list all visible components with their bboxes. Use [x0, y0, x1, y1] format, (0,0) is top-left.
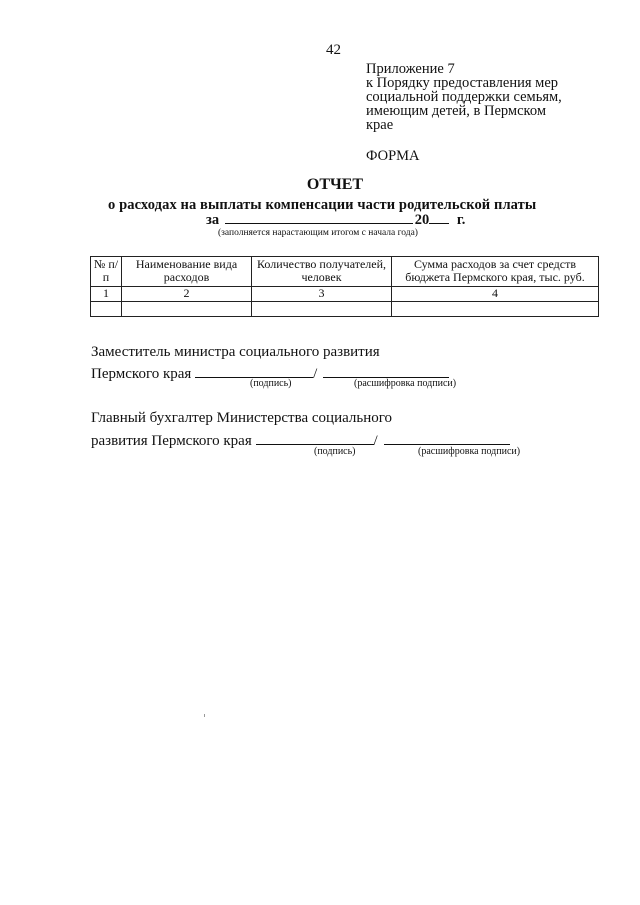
table-cell[interactable] [252, 302, 392, 317]
accountant-region-label: развития Пермского края [91, 433, 252, 449]
report-table [90, 256, 599, 317]
appendix-reference [366, 62, 562, 132]
signature-separator: / [373, 433, 378, 449]
header-expense-type: Наименование вида расходов [122, 257, 252, 287]
report-title: ОТЧЕТ [306, 176, 364, 193]
appendix-line: Приложение 7 [366, 61, 455, 77]
table-header-row [91, 257, 599, 287]
table-cell[interactable] [122, 302, 252, 317]
deputy-region-label: Пермского края [91, 366, 192, 382]
deputy-signature-field[interactable] [195, 364, 313, 378]
report-subtitle: о расходах на выплаты компенсации части родительской платы [108, 197, 537, 213]
table-cell: 4 [392, 287, 599, 302]
appendix-line: крае [366, 117, 394, 133]
appendix-line: имеющим детей, в Пермском [366, 103, 547, 119]
signature-separator: / [313, 366, 318, 382]
table-cell: 2 [122, 287, 252, 302]
table-numbering-row [91, 287, 599, 302]
appendix-line: социальной поддержки семьям, [366, 89, 562, 105]
header-number: № п/п [91, 257, 122, 287]
deputy-name-field[interactable] [323, 364, 449, 378]
table-row[interactable] [91, 302, 599, 317]
table-cell: 3 [252, 287, 392, 302]
accountant-decoding-caption: (расшифровка подписи) [418, 446, 521, 457]
table-cell: 1 [91, 287, 122, 302]
accountant-name-field[interactable] [384, 431, 510, 445]
report-period [206, 211, 465, 229]
scan-speck [204, 714, 205, 717]
period-prefix: за [206, 212, 220, 228]
deputy-signatory-title: Заместитель министра социального развития [91, 344, 380, 360]
accountant-signature-caption: (подпись) [314, 446, 356, 457]
deputy-decoding-caption: (расшифровка подписи) [354, 378, 457, 389]
period-year-blank-field[interactable] [429, 211, 449, 224]
accountant-signature-field[interactable] [256, 431, 374, 445]
period-year: 20 [414, 212, 430, 228]
appendix-line: к Порядку предоставления мер [366, 75, 559, 91]
page-number: 42 [326, 42, 341, 58]
period-note: (заполняется нарастающим итогом с начала года) [218, 228, 418, 238]
period-suffix: г. [456, 212, 466, 228]
header-amount: Сумма расходов за счет средств бюджета Пермского края, тыс. руб. [392, 257, 599, 287]
table-cell[interactable] [392, 302, 599, 317]
deputy-signature-caption: (подпись) [250, 378, 292, 389]
period-blank-field[interactable] [225, 211, 413, 224]
header-recipients: Количество получателей, человек [252, 257, 392, 287]
form-label: ФОРМА [366, 148, 420, 164]
table-cell[interactable] [91, 302, 122, 317]
accountant-signatory-title: Главный бухгалтер Министерства социального [91, 410, 393, 426]
